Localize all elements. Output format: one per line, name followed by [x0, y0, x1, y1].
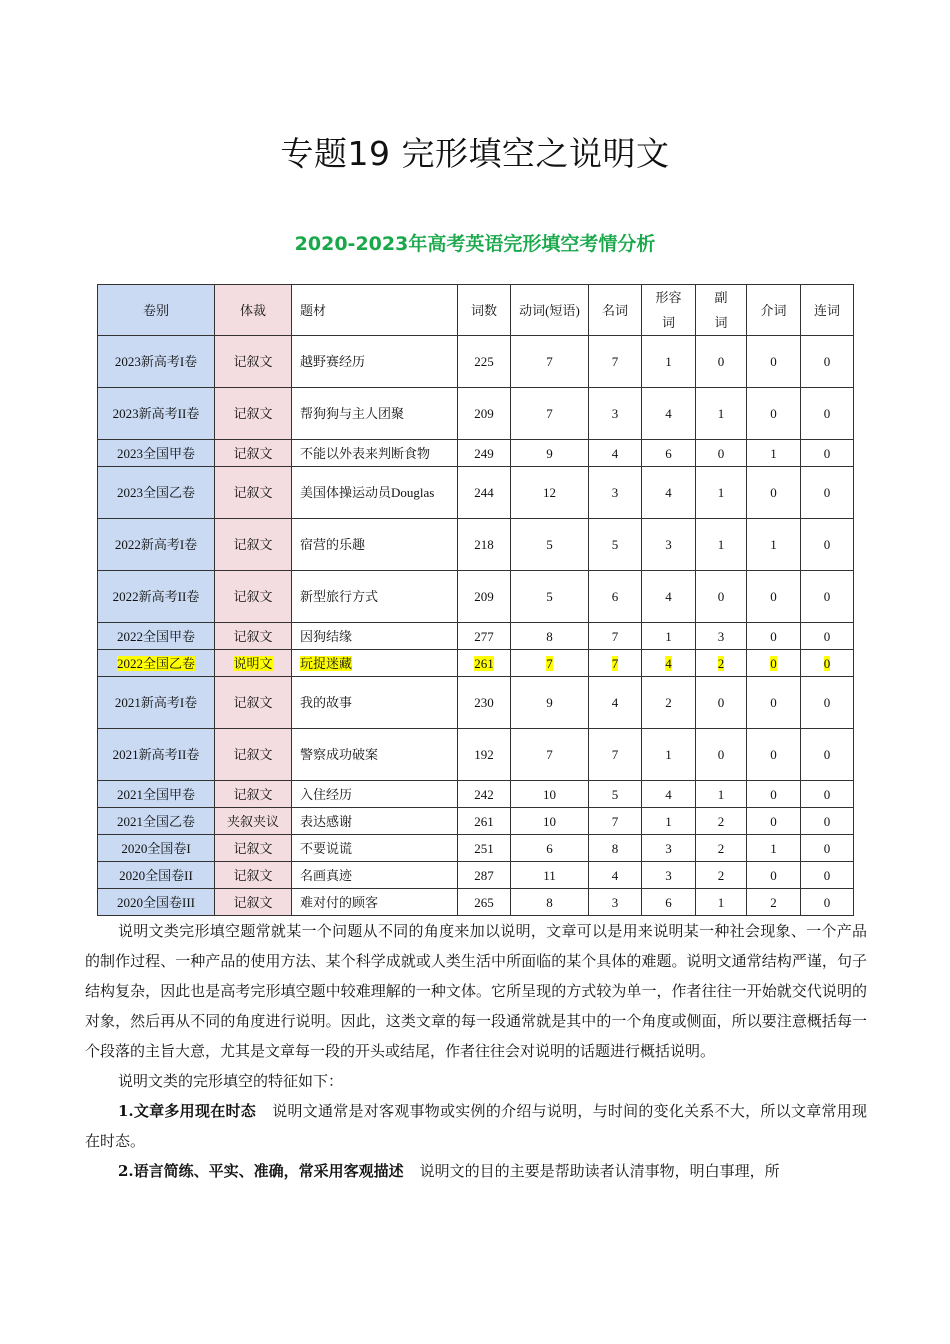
verb-count-cell — [511, 650, 589, 677]
words-cell: 244 — [458, 467, 511, 519]
highlighted-text: 4 — [665, 655, 672, 671]
genre-cell: 记叙文 — [215, 519, 292, 571]
genre-cell: 记叙文 — [215, 623, 292, 650]
adj-count-cell: 1 — [642, 336, 696, 388]
topic-cell: 不能以外表来判断食物 — [292, 440, 458, 467]
noun-count-cell: 5 — [589, 519, 642, 571]
adv-count-cell: 3 — [696, 623, 747, 650]
noun-count-cell: 7 — [589, 623, 642, 650]
topic-cell: 宿营的乐趣 — [292, 519, 458, 571]
header-words: 词数 — [458, 285, 511, 336]
verb-count-cell: 10 — [511, 808, 589, 835]
verb-count-cell: 6 — [511, 835, 589, 862]
topic-cell: 因狗结缘 — [292, 623, 458, 650]
conj-count-cell: 0 — [801, 440, 854, 467]
verb-count-cell: 8 — [511, 889, 589, 916]
noun-count-cell: 7 — [589, 808, 642, 835]
highlighted-text: 261 — [474, 655, 494, 671]
adv-count-cell: 2 — [696, 835, 747, 862]
feature-1-text: 说明文通常是对客观事物或实例的介绍与说明，与时间的变化关系不大，所以文章常用现在时态。 — [85, 1102, 867, 1150]
adj-count-cell: 6 — [642, 889, 696, 916]
paper-cell: 2023全国乙卷 — [98, 467, 215, 519]
header-adv — [696, 285, 747, 336]
highlighted-text: 说明文 — [233, 655, 273, 671]
noun-count-cell: 3 — [589, 467, 642, 519]
words-cell: 209 — [458, 571, 511, 623]
noun-count-cell — [589, 650, 642, 677]
words-cell: 218 — [458, 519, 511, 571]
words-cell: 192 — [458, 729, 511, 781]
prep-count-cell: 1 — [747, 440, 801, 467]
header-genre: 体裁 — [215, 285, 292, 336]
words-cell: 209 — [458, 388, 511, 440]
words-cell: 249 — [458, 440, 511, 467]
genre-cell — [215, 650, 292, 677]
prep-count-cell: 1 — [747, 519, 801, 571]
adv-count-cell: 0 — [696, 729, 747, 781]
adj-count-cell: 1 — [642, 808, 696, 835]
conj-count-cell: 0 — [801, 467, 854, 519]
adv-count-cell — [696, 650, 747, 677]
genre-cell: 记叙文 — [215, 336, 292, 388]
conj-count-cell: 0 — [801, 808, 854, 835]
table-row — [98, 835, 854, 862]
highlighted-text: 7 — [611, 655, 619, 671]
prep-count-cell: 0 — [747, 467, 801, 519]
adj-count-cell: 1 — [642, 729, 696, 781]
table-header-row — [98, 285, 854, 336]
prep-count-cell: 0 — [747, 571, 801, 623]
paper-cell: 2023全国甲卷 — [98, 440, 215, 467]
topic-cell: 表达感谢 — [292, 808, 458, 835]
genre-cell: 记叙文 — [215, 862, 292, 889]
highlighted-text: 2 — [717, 655, 725, 671]
noun-count-cell: 6 — [589, 571, 642, 623]
words-cell: 242 — [458, 781, 511, 808]
adv-count-cell: 0 — [696, 571, 747, 623]
paper-cell: 2020全国卷I — [98, 835, 215, 862]
adj-count-cell: 3 — [642, 862, 696, 889]
noun-count-cell: 7 — [589, 729, 642, 781]
topic-cell: 我的故事 — [292, 677, 458, 729]
adv-count-cell: 0 — [696, 440, 747, 467]
adv-count-cell: 0 — [696, 336, 747, 388]
header-adj-line2: 词 — [661, 315, 675, 330]
paper-cell: 2023新高考II卷 — [98, 388, 215, 440]
table-row — [98, 862, 854, 889]
noun-count-cell: 4 — [589, 677, 642, 729]
header-adj — [642, 285, 696, 336]
adj-count-cell: 3 — [642, 835, 696, 862]
paper-cell: 2022全国甲卷 — [98, 623, 215, 650]
words-cell: 287 — [458, 862, 511, 889]
topic-cell: 帮狗狗与主人团聚 — [292, 388, 458, 440]
genre-cell: 记叙文 — [215, 835, 292, 862]
page-title: 专题19 完形填空之说明文 — [280, 134, 670, 173]
highlighted-text: 0 — [770, 655, 777, 671]
conj-count-cell — [801, 650, 854, 677]
paper-cell — [98, 650, 215, 677]
prep-count-cell: 0 — [747, 729, 801, 781]
paper-cell: 2021新高考I卷 — [98, 677, 215, 729]
verb-count-cell: 9 — [511, 440, 589, 467]
verb-count-cell: 9 — [511, 677, 589, 729]
genre-cell: 记叙文 — [215, 677, 292, 729]
feature-1 — [85, 1096, 867, 1156]
verb-count-cell: 5 — [511, 519, 589, 571]
topic-cell: 难对付的顾客 — [292, 889, 458, 916]
feature-1-title: 1.文章多用现在时态 — [118, 1102, 256, 1120]
adj-count-cell — [642, 650, 696, 677]
adv-count-cell: 1 — [696, 388, 747, 440]
adj-count-cell: 3 — [642, 519, 696, 571]
paper-cell: 2020全国卷III — [98, 889, 215, 916]
paper-cell: 2023新高考I卷 — [98, 336, 215, 388]
noun-count-cell: 4 — [589, 862, 642, 889]
header-adj-line1: 形容 — [655, 290, 682, 305]
topic-cell: 越野赛经历 — [292, 336, 458, 388]
verb-count-cell: 7 — [511, 388, 589, 440]
highlighted-text: 0 — [823, 655, 831, 671]
topic-cell: 美国体操运动员Douglas — [292, 467, 458, 519]
prep-count-cell: 0 — [747, 781, 801, 808]
prep-count-cell: 1 — [747, 835, 801, 862]
table-row — [98, 677, 854, 729]
table-row — [98, 623, 854, 650]
verb-count-cell: 11 — [511, 862, 589, 889]
conj-count-cell: 0 — [801, 571, 854, 623]
conj-count-cell: 0 — [801, 729, 854, 781]
prep-count-cell: 2 — [747, 889, 801, 916]
highlighted-text: 7 — [546, 655, 553, 671]
adv-count-cell: 1 — [696, 519, 747, 571]
header-noun: 名词 — [589, 285, 642, 336]
adj-count-cell: 4 — [642, 388, 696, 440]
feature-2-text: 说明文的目的主要是帮助读者认清事物，明白事理，所 — [419, 1162, 780, 1180]
verb-count-cell: 7 — [511, 336, 589, 388]
noun-count-cell: 5 — [589, 781, 642, 808]
table-title: 2020-2023年高考英语完形填空考情分析 — [294, 233, 656, 255]
table-row — [98, 781, 854, 808]
noun-count-cell: 7 — [589, 336, 642, 388]
conj-count-cell: 0 — [801, 388, 854, 440]
header-verb: 动词(短语) — [511, 285, 589, 336]
table-row — [98, 336, 854, 388]
topic-cell: 名画真迹 — [292, 862, 458, 889]
words-cell: 277 — [458, 623, 511, 650]
highlighted-text: 2022全国乙卷 — [116, 655, 195, 671]
header-adv-line2: 词 — [714, 315, 728, 330]
topic-cell: 新型旅行方式 — [292, 571, 458, 623]
conj-count-cell: 0 — [801, 623, 854, 650]
adv-count-cell: 1 — [696, 781, 747, 808]
intro-paragraph: 说明文类完形填空题常就某一个问题从不同的角度来加以说明，文章可以是用来说明某一种社会现象、一个产品的制作过程、一种产品的使用方法、某个科学成就或人类生活中所面临的某个具体的难题。说明文通常结构严谨，句子结构复杂，因此也是高考完形填空题中较难理解的一种文体。它所呈现的方式较为单一，作者往往一开始就交代说明的对象，然后再从不同的角度进行说明。因此，这类文章的每一段通常就是其中的一个角度或侧面，所以要注意概括每一个段落的主旨大意，尤其是文章每一段的开头或结尾，作者往往会对说明的话题进行概括说明。 — [85, 922, 867, 1060]
feature-2 — [85, 1156, 867, 1186]
verb-count-cell: 8 — [511, 623, 589, 650]
topic-cell: 不要说谎 — [292, 835, 458, 862]
words-cell: 230 — [458, 677, 511, 729]
words-cell: 251 — [458, 835, 511, 862]
genre-cell: 记叙文 — [215, 889, 292, 916]
genre-cell: 记叙文 — [215, 467, 292, 519]
table-row — [98, 808, 854, 835]
paper-cell: 2020全国卷II — [98, 862, 215, 889]
adj-count-cell: 2 — [642, 677, 696, 729]
adv-count-cell: 0 — [696, 677, 747, 729]
prep-count-cell: 0 — [747, 336, 801, 388]
adj-count-cell: 1 — [642, 623, 696, 650]
words-cell: 225 — [458, 336, 511, 388]
genre-cell: 记叙文 — [215, 781, 292, 808]
body-text — [85, 916, 867, 1186]
adv-count-cell: 1 — [696, 467, 747, 519]
paper-cell: 2022新高考II卷 — [98, 571, 215, 623]
adj-count-cell: 6 — [642, 440, 696, 467]
words-cell: 265 — [458, 889, 511, 916]
table-row — [98, 889, 854, 916]
table-row — [98, 650, 854, 677]
noun-count-cell: 3 — [589, 388, 642, 440]
prep-count-cell: 0 — [747, 808, 801, 835]
prep-count-cell — [747, 650, 801, 677]
topic-cell: 入住经历 — [292, 781, 458, 808]
prep-count-cell: 0 — [747, 862, 801, 889]
genre-cell: 记叙文 — [215, 729, 292, 781]
adv-count-cell: 2 — [696, 808, 747, 835]
conj-count-cell: 0 — [801, 519, 854, 571]
table-row — [98, 729, 854, 781]
table-row — [98, 519, 854, 571]
genre-cell: 记叙文 — [215, 388, 292, 440]
adv-count-cell: 1 — [696, 889, 747, 916]
noun-count-cell: 4 — [589, 440, 642, 467]
noun-count-cell: 3 — [589, 889, 642, 916]
exam-analysis-table — [97, 284, 854, 916]
table-row — [98, 440, 854, 467]
header-adv-line1: 副 — [714, 290, 728, 305]
features-intro: 说明文类的完形填空的特征如下： — [118, 1072, 344, 1090]
adv-count-cell: 2 — [696, 862, 747, 889]
topic-cell — [292, 650, 458, 677]
conj-count-cell: 0 — [801, 336, 854, 388]
words-cell: 261 — [458, 808, 511, 835]
genre-cell: 记叙文 — [215, 440, 292, 467]
table-row — [98, 571, 854, 623]
noun-count-cell: 8 — [589, 835, 642, 862]
verb-count-cell: 7 — [511, 729, 589, 781]
header-paper: 卷别 — [98, 285, 215, 336]
conj-count-cell: 0 — [801, 835, 854, 862]
paper-cell: 2021全国乙卷 — [98, 808, 215, 835]
verb-count-cell: 12 — [511, 467, 589, 519]
paper-cell: 2022新高考I卷 — [98, 519, 215, 571]
verb-count-cell: 10 — [511, 781, 589, 808]
adj-count-cell: 4 — [642, 467, 696, 519]
conj-count-cell: 0 — [801, 677, 854, 729]
highlighted-text: 玩捉迷藏 — [300, 655, 353, 671]
conj-count-cell: 0 — [801, 889, 854, 916]
words-cell — [458, 650, 511, 677]
paper-cell: 2021新高考II卷 — [98, 729, 215, 781]
table-row — [98, 467, 854, 519]
table-row — [98, 388, 854, 440]
prep-count-cell: 0 — [747, 677, 801, 729]
verb-count-cell: 5 — [511, 571, 589, 623]
adj-count-cell: 4 — [642, 781, 696, 808]
header-topic: 题材 — [292, 285, 458, 336]
prep-count-cell: 0 — [747, 388, 801, 440]
conj-count-cell: 0 — [801, 781, 854, 808]
genre-cell: 夹叙夹议 — [215, 808, 292, 835]
prep-count-cell: 0 — [747, 623, 801, 650]
paper-cell: 2021全国甲卷 — [98, 781, 215, 808]
topic-cell: 警察成功破案 — [292, 729, 458, 781]
adj-count-cell: 4 — [642, 571, 696, 623]
header-prep: 介词 — [747, 285, 801, 336]
genre-cell: 记叙文 — [215, 571, 292, 623]
feature-2-title: 2.语言简练、平实、准确，常采用客观描述 — [118, 1162, 404, 1180]
conj-count-cell: 0 — [801, 862, 854, 889]
header-conj: 连词 — [801, 285, 854, 336]
